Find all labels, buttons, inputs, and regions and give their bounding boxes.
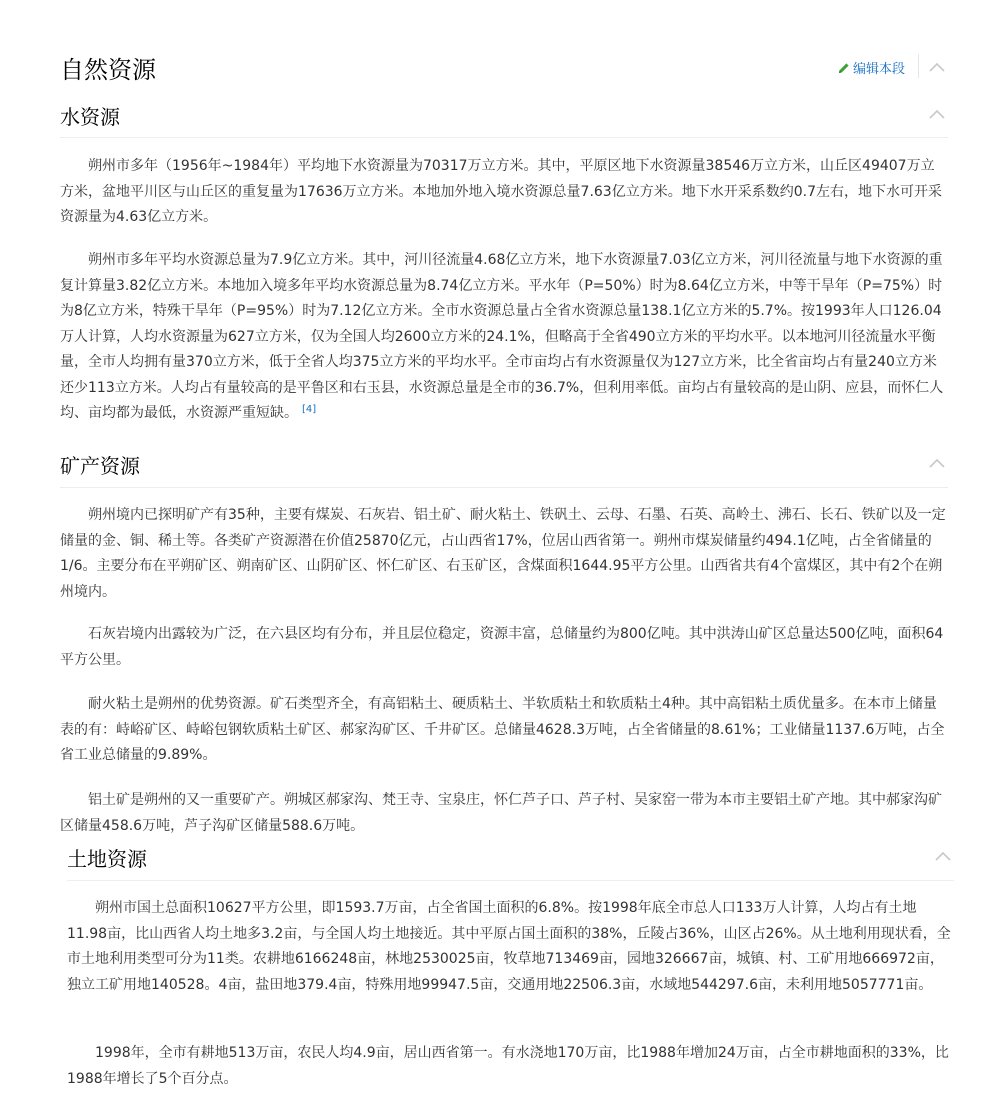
pencil-icon — [838, 62, 850, 74]
section-heading-water: 水资源 — [60, 105, 120, 129]
section-heading-minerals: 矿产资源 — [60, 454, 140, 478]
paragraph: 耐火粘土是朔州的优势资源。矿石类型齐全，有高铝粘土、硬质粘土、半软质粘土和软质粘土4种。其中高铝粘土质优量多。在本市上储量表的有：峙峪矿区、峙峪包钢软质粘土矿区、郝家沟矿区、千井矿区。总储量4628.3万吨，占全省储量的8.61%；工业储量1137.6万吨，占全省工业总储量的9.89%。 — [60, 696, 945, 763]
page-title: 自然资源 — [60, 56, 156, 84]
citation-link[interactable]: [4] — [302, 404, 317, 415]
paragraph: 朔州市多年平均水资源总量为7.9亿立方米。其中，河川径流量4.68亿立方米，地下水资源量7.03亿立方米，河川径流量与地下水资源的重复计算量3.82亿立方米。本地加入境多年平均水资源总量为8.74亿立方米。平水年（P=50%）时为8.64亿立方米，中等干旱年（P=75%）时为8亿立方米，特殊干旱年（P=95%）时为7.12亿立方米。全市水资源总量占全省水资源总量138.1亿立方米的5.7%。按1993年人口126.04万人计算，人均水资源量为627立方米，仅为全国人均2600立方米的24.1%，但略高于全省490立方米的平均水平。以本地河川径流量水平衡量，全市人均拥有量370立方米，低于全省人均375立方米的平均水平。全市亩均占有水资源量仅为127立方米，比全省亩均占有量240立方米还少113立方米。人均占有量较高的是平鲁区和右玉县，水资源总量是全市的36.7%，但利用率低。亩均占有量较高的是山阴、应县，而怀仁人均、亩均都为最低，水资源严重短缺。 [4] — [60, 252, 944, 421]
paragraph: 铝土矿是朔州的又一重要矿产。朔城区郝家沟、梵王寺、宝泉庄，怀仁芦子口、芦子村、吴家窑一带为本市主要铝土矿产地。其中郝家沟矿区储量458.6万吨，芦子沟矿区储量588.6万吨。 — [60, 792, 942, 834]
paragraph: 朔州市多年（1956年~1984年）平均地下水资源量为70317万立方米。其中，平原区地下水资源量38546万立方米，山丘区49407万立方米，盆地平川区与山丘区的重复量为17636万立方米。本地加外地入境水资源总量7.63亿立方米。地下水开采系数约0.7左右，地下水可开采资源量为4.63亿立方米。 — [60, 158, 942, 225]
paragraph: 1998年，全市有耕地513万亩，农民人均4.9亩，居山西省第一。有水浇地170万亩，比1988年增加24万亩，占全市耕地面积的33%，比1988年增长了5个百分点。 — [67, 1045, 949, 1087]
chevron-up-icon[interactable] — [928, 457, 946, 469]
chevron-up-icon[interactable] — [934, 850, 952, 862]
edit-section-label: 编辑本段 — [853, 62, 906, 77]
paragraph: 朔州市国土总面积10627平方公里，即1593.7万亩，占全省国土面积的6.8%。按1998年底全市总人口133万人计算，人均占有土地11.98亩，比山西省人均土地多3.2亩，与全国人均土地接近。其中平原占国土面积的38%，丘陵占36%，山区占26%。从土地利用现状看，全市土地利用类型可分为11类。农耕地6166248亩，林地2530025亩，牧草地713469亩，园地326667亩，城镇、村、工矿用地666972亩，独立工矿用地140528。4亩，盐田地379.4亩，特殊用地99947.5亩，交通用地22506.3亩，水域地544297.6亩，未利用地5057771亩。 — [67, 900, 951, 993]
toolbar-divider — [918, 54, 919, 78]
section-divider — [67, 880, 954, 881]
paragraph: 朔州境内已探明矿产有35种，主要有煤炭、石灰岩、铝土矿、耐火粘土、铁矾土、云母、石墨、石英、高岭土、沸石、长石、铁矿以及一定储量的金、铜、稀土等。各类矿产资源潜在价值25870亿元，占山西省17%，位居山西省第一。朔州市煤炭储量约494.1亿吨，占全省储量的1/6。主要分布在平朔矿区、朔南矿区、山阴矿区、怀仁矿区、右玉矿区，含煤面积1644.95平方公里。山西省共有4个富煤区，其中有2个在朔州境内。 — [60, 507, 946, 600]
section-heading-land: 土地资源 — [67, 847, 147, 871]
section-divider — [60, 137, 948, 138]
edit-section-link[interactable] — [838, 58, 905, 77]
chevron-up-icon[interactable] — [928, 108, 946, 120]
chevron-up-icon[interactable] — [928, 61, 946, 73]
section-divider — [60, 487, 948, 488]
paragraph: 石灰岩境内出露较为广泛，在六县区均有分布，并且层位稳定，资源丰富，总储量约为800亿吨。其中洪涛山矿区总量达500亿吨，面积64平方公里。 — [60, 626, 944, 668]
